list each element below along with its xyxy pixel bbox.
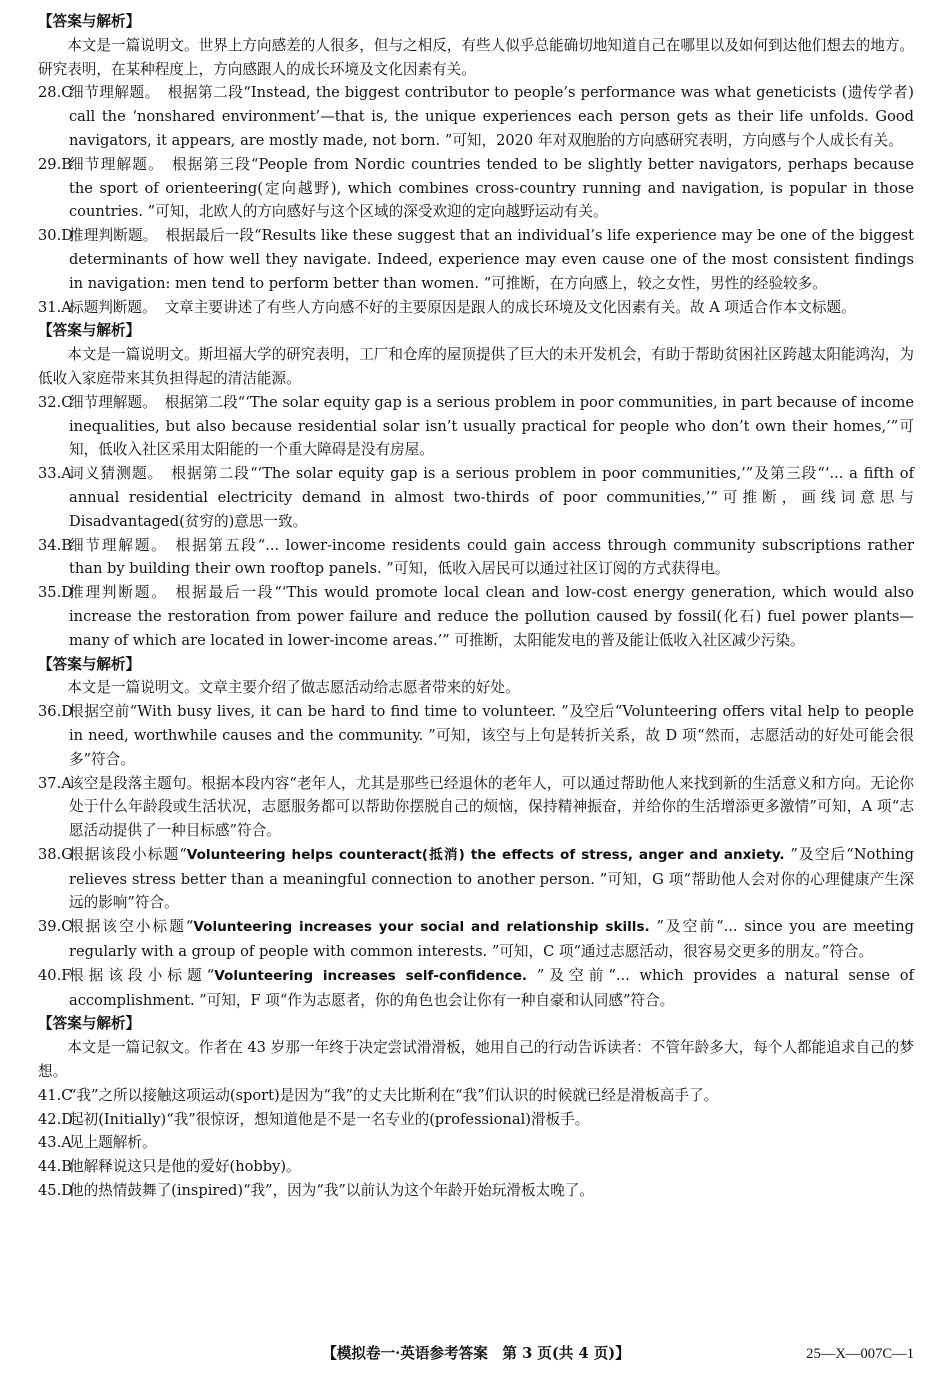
answer-explanation: 起初(Initially)“我”很惊讶，想知道他是不是一名专业的(professional)滑板手。 [69, 1110, 590, 1128]
answer-explanation: 根据最后一段“Results like these suggest that an individual’s life experience may be one of the biggest determinants of how well they navigate. Indeed, experience may even cause one of the most consistent findings in navigation: men tend to perform better than women. ”可推断，在方向感上，较之女性，男性的经验较多。 [69, 227, 914, 292]
answer-number: 28.C [38, 84, 73, 102]
question-type: 细节理解题。 [69, 84, 160, 102]
answer-item-31 [38, 296, 914, 320]
question-type: 细节理解题。 [69, 155, 164, 173]
answer-number: 43.A [38, 1134, 72, 1152]
answer-explanation: 根据第五段“... lower-income residents could gain access through community subscriptions rather than by building their own rooftop panels. ”可知，低收入居民可以通过社区订阅的方式获得电。 [69, 536, 914, 578]
section-1 [38, 10, 914, 319]
document-code: 25—X—007C—1 [806, 1346, 914, 1362]
explanation-suffix: ”及空前“... since you are meeting regularly with a group of people with common interests. ”可知，C 项“通过志愿活动，很容易交更多的朋友。”符合。 [69, 918, 914, 961]
answer-number: 34.B [38, 536, 72, 554]
answer-explanation: 根据第二段“‘The solar equity gap is a serious problem in poor communities,’”及第三段“‘... a fifth of annual residential electricity demand in almost two-thirds of poor communities,’”可推断，画线词意思与 Disadvantaged(贫穷的)意思一致。 [69, 465, 914, 530]
answer-item-42 [38, 1108, 914, 1132]
answer-item-44 [38, 1155, 914, 1179]
answer-explanation: 他解释说这只是他的爱好(hobby)。 [69, 1158, 301, 1176]
question-type: 词义猜测题。 [69, 465, 164, 483]
answer-item-41 [38, 1084, 914, 1108]
answer-number: 29.B [38, 155, 72, 173]
answer-item-28 [38, 81, 914, 152]
subheading-quote: Volunteering increases your social and relationship skills. [193, 919, 650, 936]
section-intro: 本文是一篇说明文。世界上方向感差的人很多，但与之相反，有些人似乎总能确切地知道自己在哪里以及如何到达他们想去的地方。研究表明，在某种程度上，方向感跟人的成长环境及文化因素有关。 [38, 36, 914, 78]
explanation-prefix: 根据该段小标题“ [69, 845, 187, 863]
answer-number: 42.D [38, 1110, 73, 1128]
answer-explanation: 根据第三段“People from Nordic countries tended to be slightly better navigators, perhaps because the sport of orienteering(定向越野), which combines cross-country running and navigation, is popular in those countries. ”可知，北欧人的方向感好与这个区域的深受欢迎的定向越野运动有关。 [69, 155, 914, 221]
answer-item-33 [38, 462, 914, 533]
answer-item-43 [38, 1131, 914, 1155]
answer-explanation: 根据最后一段“‘This would promote local clean and low-cost energy generation, which would also increase the restoration from power failure and reduce the pollution caused by fossil(化石) fuel power plants—many of which are located in lower-income areas.’” 可推断，太阳能发电的普及能让低收入社区减少污染。 [69, 584, 914, 649]
section-heading: 【答案与解析】 [38, 655, 141, 673]
question-type: 细节理解题。 [69, 393, 157, 411]
answer-number: 36.D [38, 703, 73, 721]
answer-item-37 [38, 772, 914, 843]
answer-explanation: 根据第二段“‘The solar equity gap is a serious problem in poor communities, in part because of income inequalities, but also because residential solar isn’t usually practical for people who don’t own their homes,’”可知，低收入社区采用太阳能的一个重大障碍是没有房屋。 [69, 393, 914, 459]
answer-page [38, 10, 914, 1203]
subheading-quote: Volunteering helps counteract(抵消) the effects of stress, anger and anxiety. [186, 846, 785, 863]
answer-number: 40.F [38, 966, 72, 984]
section-intro: 本文是一篇记叙文。作者在 43 岁那一年终于决定尝试滑滑板，她用自己的行动告诉读者：不管年龄多大，每个人都能追求自己的梦想。 [38, 1039, 914, 1081]
answer-item-35 [38, 581, 914, 652]
section-4 [38, 1012, 914, 1202]
question-type: 标题判断题。 [69, 298, 157, 316]
answer-item-40 [38, 964, 914, 1013]
answer-number: 41.C [38, 1086, 73, 1104]
answer-item-32 [38, 391, 914, 462]
explanation-prefix: 根据该空小标题“ [69, 918, 194, 936]
answer-explanation: 根据空前“With busy lives, it can be hard to find time to volunteer. ”及空后“Volunteering offers vital help to people in need, worthwhile causes and the community. ”可知，该空与上句是转折关系，故 D 项“然而，志愿活动的好处可能会很多”符合。 [69, 703, 914, 768]
answer-item-45 [38, 1179, 914, 1203]
explanation-suffix: ”及空后“Nothing relieves stress better than a meaningful connection to another person. ”可知，G 项“帮助他人会对你的心理健康产生深远的影响”符合。 [69, 845, 914, 912]
answer-explanation: 见上题解析。 [69, 1134, 157, 1152]
section-intro: 本文是一篇说明文。文章主要介绍了做志愿活动给志愿者带来的好处。 [67, 679, 520, 697]
footer-title: 【模拟卷一·英语参考答案 第 3 页(共 4 页)】 [322, 1345, 630, 1362]
question-type: 推理判断题。 [69, 584, 168, 602]
answer-number: 39.C [38, 918, 73, 936]
answer-item-29 [38, 153, 914, 224]
answer-explanation: 文章主要讲述了有些人方向感不好的主要原因是跟人的成长环境及文化因素有关。故 A 项适合作本文标题。 [164, 298, 856, 316]
answer-item-30 [38, 224, 914, 295]
subheading-quote: Volunteering increases self-confidence. [214, 967, 528, 984]
section-3 [38, 653, 914, 1013]
question-type: 推理判断题。 [69, 227, 158, 245]
section-2 [38, 319, 914, 652]
explanation-prefix: 根据该段小标题“ [69, 966, 215, 984]
answer-item-34 [38, 534, 914, 582]
answer-number: 31.A [38, 298, 72, 316]
answer-item-39 [38, 915, 914, 964]
answer-explanation: 该空是段落主题句。根据本段内容“老年人，尤其是那些已经退休的老年人，可以通过帮助他人来找到新的生活意义和方向。无论你处于什么年龄段或生活状况，志愿服务都可以帮助你摆脱自己的烦恼，保持精神振奋，并给你的生活增添更多激情”可知，A 项“志愿活动提供了一种目标感”符合。 [69, 774, 914, 840]
explanation-suffix: ”及空前“... which provides a natural sense of accomplishment. ”可知，F 项“作为志愿者，你的角色也会让你有一种自豪和认同感”符合。 [69, 966, 914, 1009]
answer-item-36 [38, 700, 914, 771]
answer-number: 44.B [38, 1158, 72, 1176]
answer-item-38 [38, 843, 914, 915]
answer-number: 32.C [38, 393, 73, 411]
answer-number: 38.G [38, 845, 73, 863]
section-heading: 【答案与解析】 [38, 1015, 141, 1033]
answer-explanation: 根据第二段“Instead, the biggest contributor to people’s performance was what geneticists (遗传学者) call the ‘nonshared environment’—that is, the unique experiences each person gets as their life unfolds. Good navigators, it appears, are mostly made, not born. ”可知，2020 年对双胞胎的方向感研究表明，方向感与个人成长有关。 [69, 84, 914, 149]
page-footer [38, 1342, 914, 1366]
answer-number: 45.D [38, 1182, 73, 1200]
section-heading: 【答案与解析】 [38, 13, 141, 30]
answer-explanation: 他的热情鼓舞了(inspired)“我”，因为“我”以前认为这个年龄开始玩滑板太晚了。 [69, 1182, 594, 1200]
question-type: 细节理解题。 [69, 536, 168, 554]
answer-number: 35.D [38, 584, 73, 602]
answer-explanation: “我”之所以接触这项运动(sport)是因为“我”的丈夫比斯利在“我”们认识的时候就已经是滑板高手了。 [69, 1086, 719, 1104]
answer-number: 33.A [38, 465, 72, 483]
answer-number: 37.A [38, 774, 72, 792]
section-intro: 本文是一篇说明文。斯坦福大学的研究表明，工厂和仓库的屋顶提供了巨大的未开发机会，有助于帮助贫困社区跨越太阳能鸿沟，为低收入家庭带来其负担得起的清洁能源。 [38, 346, 914, 387]
answer-number: 30.D [38, 227, 73, 245]
section-heading: 【答案与解析】 [38, 322, 141, 340]
